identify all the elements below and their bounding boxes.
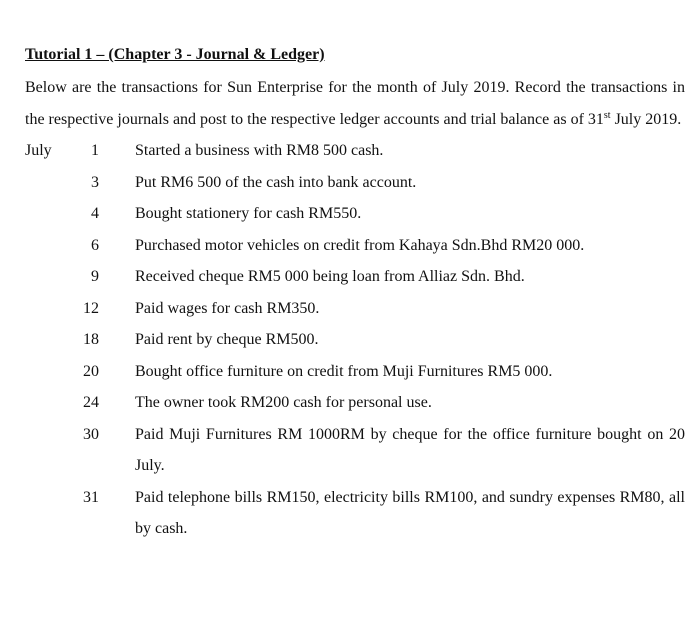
transaction-day: 18 [83,331,99,348]
transaction-description: The owner took RM200 cash for personal use. [135,394,432,411]
transaction-description: Paid telephone bills RM150, electricity bills RM100, and sundry expenses RM80, all by cash. [135,488,685,537]
transaction-description: Received cheque RM5 000 being loan from Alliaz Sdn. Bhd. [135,268,525,285]
transaction-description: Purchased motor vehicles on credit from Kahaya Sdn.Bhd RM20 000. [135,236,585,254]
transaction-day: 9 [91,268,99,285]
transaction-day: 31 [83,488,99,506]
transaction-row [25,198,685,230]
transaction-day: 30 [83,425,99,443]
intro-ordinal-suffix: st [603,109,611,121]
transaction-day: 3 [91,173,99,191]
transaction-day: 20 [83,362,99,380]
transaction-row [25,482,685,545]
transaction-row [25,167,685,199]
month-label: July [25,142,52,159]
transaction-row [25,324,685,356]
transaction-row [25,356,685,388]
transaction-description: Bought office furniture on credit from Muji Furnitures RM5 000. [135,362,553,380]
transaction-description: Started a business with RM8 500 cash. [135,142,384,159]
transaction-description: Paid rent by cheque RM500. [135,331,319,348]
intro-paragraph [25,72,685,135]
tutorial-title: Tutorial 1 – (Chapter 3 - Journal & Ledger) [25,46,325,63]
transaction-day: 1 [91,142,99,159]
transaction-description: Paid Muji Furnitures RM 1000RM by cheque for the office furniture bought on 20 July. [135,425,685,474]
transaction-description: Put RM6 500 of the cash into bank account. [135,173,417,191]
transaction-description: Bought stationery for cash RM550. [135,205,362,222]
intro-text: Below are the transactions for Sun Enterprise for the month of July 2019. Record the transactions in the respective journals and post to the respective ledger accounts and trial balance as of 31 [25,79,685,128]
transaction-row [25,387,685,419]
transaction-day: 12 [83,299,99,317]
transaction-row [25,261,685,293]
transaction-row [25,230,685,262]
transaction-row [25,293,685,325]
transaction-day: 24 [83,394,99,411]
transaction-row [25,135,685,167]
transaction-row [25,419,685,482]
transaction-day: 6 [91,236,99,254]
transaction-list [25,135,685,545]
transaction-description: Paid wages for cash RM350. [135,299,320,317]
transaction-day: 4 [91,205,99,222]
intro-text-end: July 2019. [610,110,682,128]
document-page [25,44,685,545]
